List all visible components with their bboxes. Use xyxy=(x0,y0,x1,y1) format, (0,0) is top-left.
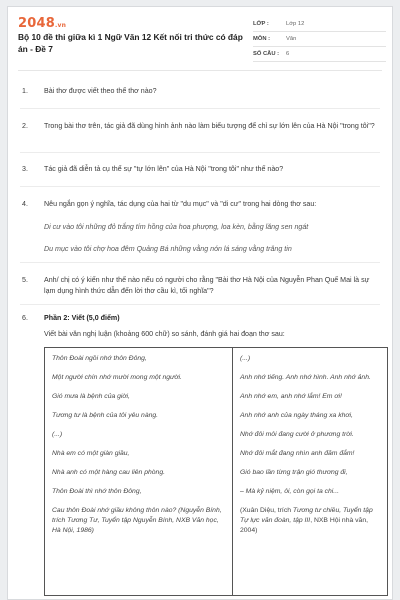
poem-line: Thôn Đoài thì nhớ thôn Đông, xyxy=(52,488,142,495)
divider xyxy=(20,108,380,109)
poem-source xyxy=(240,506,381,536)
meta-row-count xyxy=(253,47,386,62)
meta-key: LỚP : xyxy=(253,21,269,27)
question-text: Tác giả đã diễn tả cụ thể sự "tự lớn lên" của Hà Nội "trong tôi" như thế nào? xyxy=(44,165,284,173)
poem-line: Thôn Đoài ngồi nhớ thôn Đông, xyxy=(52,355,147,362)
meta-value: Lớp 12 xyxy=(286,21,305,27)
question-text: Trong bài thơ trên, tác giả đã dùng hình ảnh nào làm biểu tượng để chỉ sự lớn lên của Hà Nội "trong tôi"? xyxy=(44,122,375,130)
quote-line: Di cư vào tôi những đỏ trắng tím hồng của hoa phượng, loa kèn, bằng lăng sen ngát xyxy=(44,223,309,231)
poem-line: Nhà anh có một hàng cau liên phòng. xyxy=(52,469,165,476)
site-logo[interactable] xyxy=(18,16,66,31)
meta-table xyxy=(253,17,386,62)
question-text: Bài thơ được viết theo thể thơ nào? xyxy=(44,87,157,95)
question-number: 2. xyxy=(22,122,28,130)
logo-text: 2048 xyxy=(18,16,55,31)
poem-left-column xyxy=(45,348,233,595)
question-number: 6. xyxy=(22,314,28,322)
question-6 xyxy=(20,313,382,324)
meta-row-class xyxy=(253,17,386,32)
poem-right-column xyxy=(233,348,387,595)
poem-line: Nhớ đôi môi đang cười ở phương trời. xyxy=(240,431,354,438)
quote-line: Du mục vào tôi chợ hoa đêm Quảng Bá những vằng nón lá sáng vằng trăng tin xyxy=(44,245,292,253)
source-suffix: , NXB Hội nhà văn, 2004) xyxy=(240,517,369,534)
source-prefix: (Xuân Diệu, trích xyxy=(240,507,293,514)
poem-line: (...) xyxy=(240,355,251,362)
question-number: 3. xyxy=(22,165,28,173)
meta-row-subject xyxy=(253,32,386,47)
question-text: Nêu ngắn gọn ý nghĩa, tác dụng của hai từ "du mục" và "di cư" trong hai dòng thơ sau: xyxy=(44,200,317,208)
part-heading: Phần 2: Viết (5,0 điểm) xyxy=(44,314,120,322)
meta-value: Văn xyxy=(286,36,297,42)
meta-key: MÔN : xyxy=(253,36,271,42)
divider xyxy=(20,152,380,153)
divider xyxy=(20,304,380,305)
poem-line: Nhớ đôi mắt đang nhìn anh đăm đắm! xyxy=(240,450,355,457)
page-title: Bộ 10 đề thi giữa kì 1 Ngữ Văn 12 Kết nối tri thức có đáp án - Đề 7 xyxy=(18,32,243,54)
poem-line: Gió mưa là bệnh của giời, xyxy=(52,393,130,400)
poem-line: Gió bao lần từng trận gió thương đi, xyxy=(240,469,348,476)
source-title: Tương tư chiều, Tuyển tập Tự lực văn đoàn, tập III xyxy=(240,507,373,524)
header-divider xyxy=(18,70,382,71)
question-1 xyxy=(20,86,382,97)
poem-line-with-source: Cau thôn Đoài nhớ giầu không thôn nào? (Nguyễn Bính, trích Tương Tư, Tuyển tập Nguyễn Bính, NXB Văn học, Hà Nội, 1986) xyxy=(52,507,222,534)
document-header xyxy=(8,7,393,67)
poem-line: Anh nhớ tiếng. Anh nhớ hình. Anh nhớ ảnh. xyxy=(240,374,371,381)
question-5 xyxy=(20,275,382,297)
question-4 xyxy=(20,199,382,255)
poem-line: Anh nhớ em, anh nhớ lắm! Em ơi! xyxy=(240,393,342,400)
poem-line: Nhà em có một giàn giầu, xyxy=(52,450,130,457)
divider xyxy=(20,186,380,187)
poem-line: Anh nhớ anh của ngày tháng xa khơi, xyxy=(240,412,353,419)
question-text: Anh/ chị có ý kiến như thế nào nếu có người cho rằng "Bài thơ Hà Nội của Nguyễn Phan Quế Mai là sự lạm dụng hình thức dẫn đến lời thơ cầu kì, tối nghĩa"? xyxy=(44,276,370,295)
question-3 xyxy=(20,164,382,175)
poem-line: (...) xyxy=(52,431,63,438)
meta-key: SỐ CÂU : xyxy=(253,51,280,57)
document-page xyxy=(7,6,393,600)
meta-value: 6 xyxy=(286,51,290,57)
poem-line: Một người chín nhớ mười mong một người. xyxy=(52,374,182,381)
divider xyxy=(20,262,380,263)
question-2 xyxy=(20,121,382,132)
logo-suffix: .vn xyxy=(54,22,67,29)
poem-line: – Mà kỷ niệm, ôi, còn gọi ta chi... xyxy=(240,488,339,495)
question-number: 5. xyxy=(22,276,28,284)
question-number: 4. xyxy=(22,200,28,208)
poem-line: Tương tư là bệnh của tôi yêu nàng. xyxy=(52,412,159,419)
writing-task: Viết bài văn nghị luận (khoảng 600 chữ) so sánh, đánh giá hai đoạn thơ sau: xyxy=(44,330,285,338)
question-number: 1. xyxy=(22,87,28,95)
poem-comparison-box xyxy=(44,347,388,596)
